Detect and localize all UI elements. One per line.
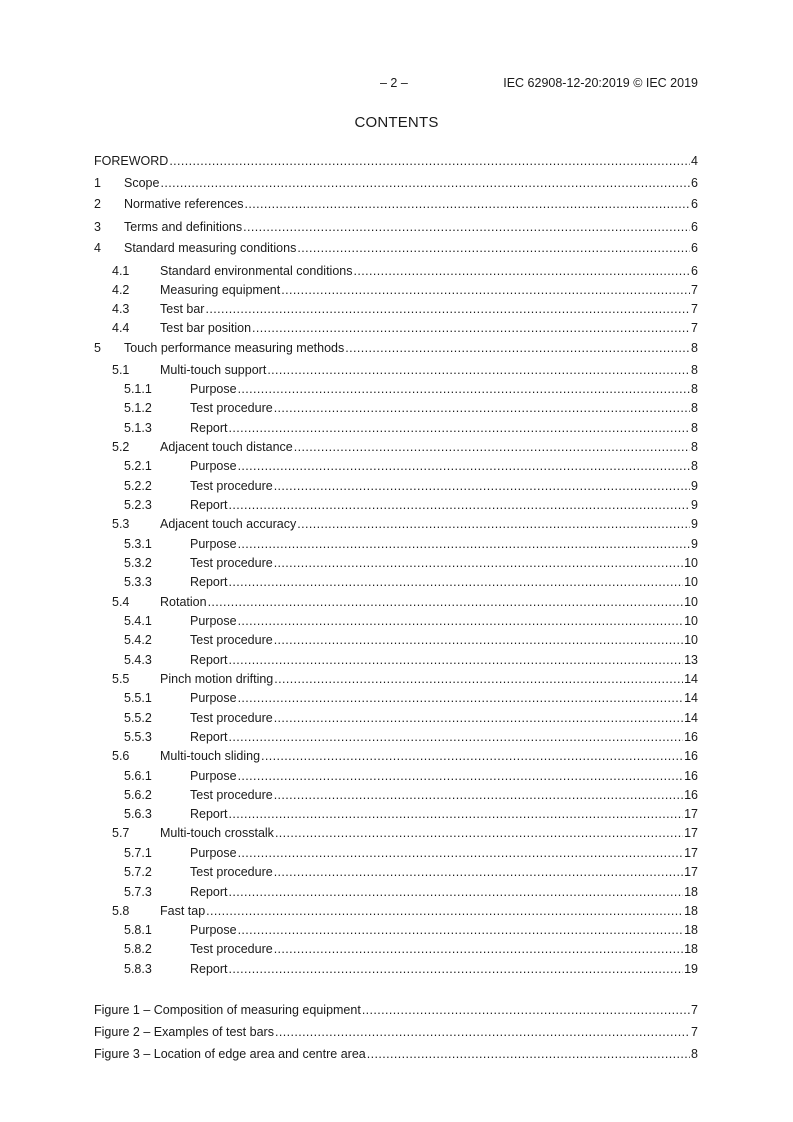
toc-entry[interactable] — [94, 768, 698, 784]
dot-leader — [238, 845, 684, 861]
toc-entry-label: Multi-touch crosstalk — [160, 826, 274, 840]
toc-entry[interactable] — [94, 594, 698, 610]
toc-entry-label: Terms and definitions — [124, 220, 243, 234]
toc-entry-number: 5.6 — [112, 749, 130, 763]
toc-entry-number: 3 — [94, 220, 101, 234]
dot-leader — [229, 574, 684, 590]
toc-entry-label: Test procedure — [190, 633, 273, 647]
dot-leader — [238, 458, 690, 474]
toc-entry-number: 5.8.3 — [124, 962, 152, 976]
dot-leader — [243, 219, 690, 235]
toc-entry-label: Purpose — [190, 537, 237, 551]
toc-entry-number: 5.8.1 — [124, 923, 152, 937]
toc-entry-number: 5.4 — [112, 595, 130, 609]
dot-leader — [238, 768, 684, 784]
toc-entry-page: 10 — [684, 614, 698, 628]
toc-entry-page: 10 — [684, 575, 698, 589]
toc-entry[interactable] — [94, 240, 698, 256]
toc-entry-label: Rotation — [160, 595, 207, 609]
dot-leader — [229, 884, 684, 900]
toc-entry-label: Multi-touch support — [160, 363, 267, 377]
toc-entry[interactable] — [94, 420, 698, 436]
toc-entry-label: Test procedure — [190, 942, 273, 956]
toc-entry-label: Purpose — [190, 691, 237, 705]
toc-entry[interactable] — [94, 941, 698, 957]
toc-entry[interactable] — [94, 458, 698, 474]
toc-entry-number: 5.4.3 — [124, 653, 152, 667]
toc-entry-number: 5.3.1 — [124, 537, 152, 551]
dot-leader — [245, 196, 691, 212]
toc-entry-page: 14 — [684, 691, 698, 705]
toc-entry-number: 5.3.2 — [124, 556, 152, 570]
toc-entry-page: 6 — [691, 264, 698, 278]
toc-entry-label: Touch performance measuring methods — [124, 341, 345, 355]
toc-entry-number: 5.8.2 — [124, 942, 152, 956]
toc-entry-page: 17 — [684, 826, 698, 840]
toc-entry[interactable] — [94, 864, 698, 880]
toc-entry-label: Test bar — [160, 302, 205, 316]
toc-entry-number: 5.1.2 — [124, 401, 152, 415]
toc-entry-page: 6 — [691, 220, 698, 234]
toc-entry-page: 9 — [691, 479, 698, 493]
toc-entry[interactable] — [94, 175, 698, 191]
toc-entry-number: 5.2.1 — [124, 459, 152, 473]
page-header — [0, 76, 793, 92]
toc-entry-page: 9 — [691, 517, 698, 531]
dot-leader — [353, 263, 690, 279]
toc-entry-page: 8 — [691, 421, 698, 435]
toc-entry[interactable] — [94, 219, 698, 235]
toc-entry-number: 4.1 — [112, 264, 130, 278]
toc-entry-label: Normative references — [124, 197, 244, 211]
dot-leader — [238, 381, 690, 397]
toc-entry[interactable] — [94, 320, 698, 336]
toc-entry-page: 16 — [684, 769, 698, 783]
toc-entry-page: 8 — [691, 401, 698, 415]
toc-entry-label: Test procedure — [190, 711, 273, 725]
figure-entry-label: Figure 3 – Location of edge area and centre area — [94, 1047, 366, 1061]
toc-entry-page: 8 — [691, 440, 698, 454]
toc-entry[interactable] — [94, 362, 698, 378]
dot-leader — [345, 340, 690, 356]
toc-entry-label: Purpose — [190, 846, 237, 860]
toc-entry-label: Adjacent touch distance — [160, 440, 293, 454]
toc-entry-number: 4.4 — [112, 321, 130, 335]
dot-leader — [367, 1046, 690, 1062]
toc-entry-page: 16 — [684, 730, 698, 744]
dot-leader — [274, 632, 683, 648]
toc-entry[interactable] — [94, 806, 698, 822]
toc-entry-page: 18 — [684, 923, 698, 937]
toc-entry-number: 5.1.3 — [124, 421, 152, 435]
toc-entry-page: 14 — [684, 711, 698, 725]
toc-entry-page: 10 — [684, 633, 698, 647]
toc-entry[interactable] — [94, 340, 698, 356]
dot-leader — [229, 729, 684, 745]
toc-entry[interactable] — [94, 690, 698, 706]
toc-entry-page: 7 — [691, 302, 698, 316]
toc-entry[interactable] — [94, 381, 698, 397]
toc-entry-number: 4.2 — [112, 283, 130, 297]
toc-entry[interactable] — [94, 632, 698, 648]
toc-entry-page: 7 — [691, 321, 698, 335]
toc-entry-label: Purpose — [190, 382, 237, 396]
document-reference: IEC 62908-12-20:2019 © IEC 2019 — [503, 76, 698, 90]
toc-entry[interactable] — [94, 400, 698, 416]
dot-leader — [160, 175, 690, 191]
toc-entry-page: 8 — [691, 459, 698, 473]
toc-entry-number: 4 — [94, 241, 101, 255]
toc-entry[interactable] — [94, 536, 698, 552]
toc-entry-number: 5.2.2 — [124, 479, 152, 493]
toc-entry-page: 6 — [691, 197, 698, 211]
toc-entry-page: 8 — [691, 341, 698, 355]
toc-entry-label: FOREWORD — [94, 154, 169, 168]
figure-entry[interactable] — [94, 1046, 698, 1062]
toc-entry-number: 5.6.2 — [124, 788, 152, 802]
dot-leader — [206, 903, 683, 919]
toc-entry[interactable] — [94, 961, 698, 977]
toc-entry-page: 16 — [684, 749, 698, 763]
toc-entry-page: 9 — [691, 498, 698, 512]
dot-leader — [229, 497, 691, 513]
figure-entry[interactable] — [94, 1024, 698, 1040]
dot-leader — [274, 478, 690, 494]
toc-entry-page: 8 — [691, 363, 698, 377]
toc-entry[interactable] — [94, 196, 698, 212]
dot-leader — [229, 806, 684, 822]
toc-entry[interactable] — [94, 652, 698, 668]
toc-entry[interactable] — [94, 153, 698, 169]
toc-entry[interactable] — [94, 301, 698, 317]
dot-leader — [274, 787, 683, 803]
toc-entry[interactable] — [94, 825, 698, 841]
toc-entry-number: 2 — [94, 197, 101, 211]
toc-entry-label: Test procedure — [190, 865, 273, 879]
toc-entry-number: 5.8 — [112, 904, 130, 918]
toc-entry-page: 4 — [691, 154, 698, 168]
toc-entry-page: 17 — [684, 807, 698, 821]
toc-entry[interactable] — [94, 748, 698, 764]
dot-leader — [297, 240, 690, 256]
toc-entry-page: 17 — [684, 846, 698, 860]
dot-leader — [294, 439, 690, 455]
dot-leader — [274, 864, 683, 880]
toc-entry-page: 9 — [691, 537, 698, 551]
toc-entry-page: 18 — [684, 942, 698, 956]
toc-entry-page: 10 — [684, 595, 698, 609]
toc-entry-label: Purpose — [190, 459, 237, 473]
dot-leader — [274, 671, 683, 687]
toc-entry[interactable] — [94, 710, 698, 726]
toc-entry-label: Test bar position — [160, 321, 252, 335]
toc-entry-label: Standard environmental conditions — [160, 264, 353, 278]
toc-entry-number: 1 — [94, 176, 101, 190]
toc-entry[interactable] — [94, 497, 698, 513]
toc-entry-page: 10 — [684, 556, 698, 570]
toc-entry-label: Report — [190, 807, 228, 821]
figure-entry[interactable] — [94, 1002, 698, 1018]
toc-entry-number: 5.4.2 — [124, 633, 152, 647]
toc-entry-label: Test procedure — [190, 788, 273, 802]
page-number: – 2 – — [380, 76, 408, 90]
toc-entry-page: 6 — [691, 241, 698, 255]
page-title: CONTENTS — [354, 114, 439, 131]
toc-entry-label: Purpose — [190, 923, 237, 937]
toc-entry-label: Standard measuring conditions — [124, 241, 297, 255]
toc-entry-label: Purpose — [190, 769, 237, 783]
toc-entry[interactable] — [94, 845, 698, 861]
toc-entry-page: 17 — [684, 865, 698, 879]
toc-entry-number: 5.2.3 — [124, 498, 152, 512]
toc-entry-number: 5.6.1 — [124, 769, 152, 783]
toc-entry-label: Test procedure — [190, 479, 273, 493]
dot-leader — [229, 420, 691, 436]
toc-entry-number: 5 — [94, 341, 101, 355]
toc-entry[interactable] — [94, 903, 698, 919]
toc-entry-number: 5.3 — [112, 517, 130, 531]
toc-entry-number: 5.5 — [112, 672, 130, 686]
dot-leader — [205, 301, 690, 317]
toc-entry[interactable] — [94, 555, 698, 571]
toc-entry-number: 4.3 — [112, 302, 130, 316]
figure-entry-page: 8 — [691, 1047, 698, 1061]
dot-leader — [274, 555, 683, 571]
dot-leader — [238, 536, 690, 552]
toc-entry-label: Report — [190, 575, 228, 589]
toc-entry-number: 5.5.2 — [124, 711, 152, 725]
toc-entry-number: 5.1.1 — [124, 382, 152, 396]
toc-entry[interactable] — [94, 671, 698, 687]
dot-leader — [297, 516, 690, 532]
dot-leader — [275, 825, 683, 841]
toc-entry-number: 5.3.3 — [124, 575, 152, 589]
toc-entry-label: Report — [190, 962, 228, 976]
toc-entry-label: Report — [190, 421, 228, 435]
toc-entry-number: 5.1 — [112, 363, 130, 377]
toc-entry-label: Scope — [124, 176, 160, 190]
dot-leader — [275, 1024, 690, 1040]
figure-entry-label: Figure 2 – Examples of test bars — [94, 1025, 274, 1039]
toc-entry-page: 7 — [691, 283, 698, 297]
toc-entry-page: 14 — [684, 672, 698, 686]
toc-entry-label: Report — [190, 730, 228, 744]
dot-leader — [238, 690, 684, 706]
toc-entry-number: 5.6.3 — [124, 807, 152, 821]
toc-entry-number: 5.5.3 — [124, 730, 152, 744]
dot-leader — [274, 400, 690, 416]
toc-entry-label: Test procedure — [190, 401, 273, 415]
toc-entry[interactable] — [94, 787, 698, 803]
toc-entry-page: 19 — [684, 962, 698, 976]
toc-entry-label: Purpose — [190, 614, 237, 628]
dot-leader — [229, 961, 684, 977]
figure-entry-page: 7 — [691, 1003, 698, 1017]
toc-entry-number: 5.4.1 — [124, 614, 152, 628]
toc-entry[interactable] — [94, 478, 698, 494]
toc-entry-page: 18 — [684, 904, 698, 918]
dot-leader — [208, 594, 684, 610]
dot-leader — [238, 613, 684, 629]
toc-entry-label: Test procedure — [190, 556, 273, 570]
toc-entry-page: 6 — [691, 176, 698, 190]
toc-entry-number: 5.7.2 — [124, 865, 152, 879]
dot-leader — [229, 652, 684, 668]
toc-entry[interactable] — [94, 263, 698, 279]
figure-entry-label: Figure 1 – Composition of measuring equipment — [94, 1003, 361, 1017]
toc-entry[interactable] — [94, 922, 698, 938]
toc-entry[interactable] — [94, 439, 698, 455]
toc-entry[interactable] — [94, 613, 698, 629]
toc-entry-page: 13 — [684, 653, 698, 667]
dot-leader — [238, 922, 684, 938]
dot-leader — [261, 748, 683, 764]
toc-entry-number: 5.2 — [112, 440, 130, 454]
dot-leader — [252, 320, 690, 336]
toc-entry-label: Report — [190, 498, 228, 512]
toc-entry-number: 5.7.1 — [124, 846, 152, 860]
toc-entry[interactable] — [94, 516, 698, 532]
toc-entry-label: Pinch motion drifting — [160, 672, 274, 686]
dot-leader — [274, 941, 683, 957]
toc-entry-page: 16 — [684, 788, 698, 802]
toc-entry-page: 18 — [684, 885, 698, 899]
toc-entry-label: Report — [190, 885, 228, 899]
toc-entry-page: 8 — [691, 382, 698, 396]
toc-entry-label: Multi-touch sliding — [160, 749, 261, 763]
dot-leader — [169, 153, 690, 169]
toc-entry-number: 5.7.3 — [124, 885, 152, 899]
toc-entry-label: Fast tap — [160, 904, 206, 918]
toc-entry-label: Adjacent touch accuracy — [160, 517, 297, 531]
toc-entry-number: 5.7 — [112, 826, 130, 840]
toc-entry-label: Measuring equipment — [160, 283, 281, 297]
dot-leader — [267, 362, 690, 378]
dot-leader — [281, 282, 690, 298]
toc-entry-label: Report — [190, 653, 228, 667]
dot-leader — [362, 1002, 690, 1018]
toc-entry[interactable] — [94, 884, 698, 900]
toc-entry[interactable] — [94, 282, 698, 298]
toc-entry[interactable] — [94, 574, 698, 590]
toc-entry-number: 5.5.1 — [124, 691, 152, 705]
dot-leader — [274, 710, 683, 726]
toc-entry[interactable] — [94, 729, 698, 745]
figure-entry-page: 7 — [691, 1025, 698, 1039]
